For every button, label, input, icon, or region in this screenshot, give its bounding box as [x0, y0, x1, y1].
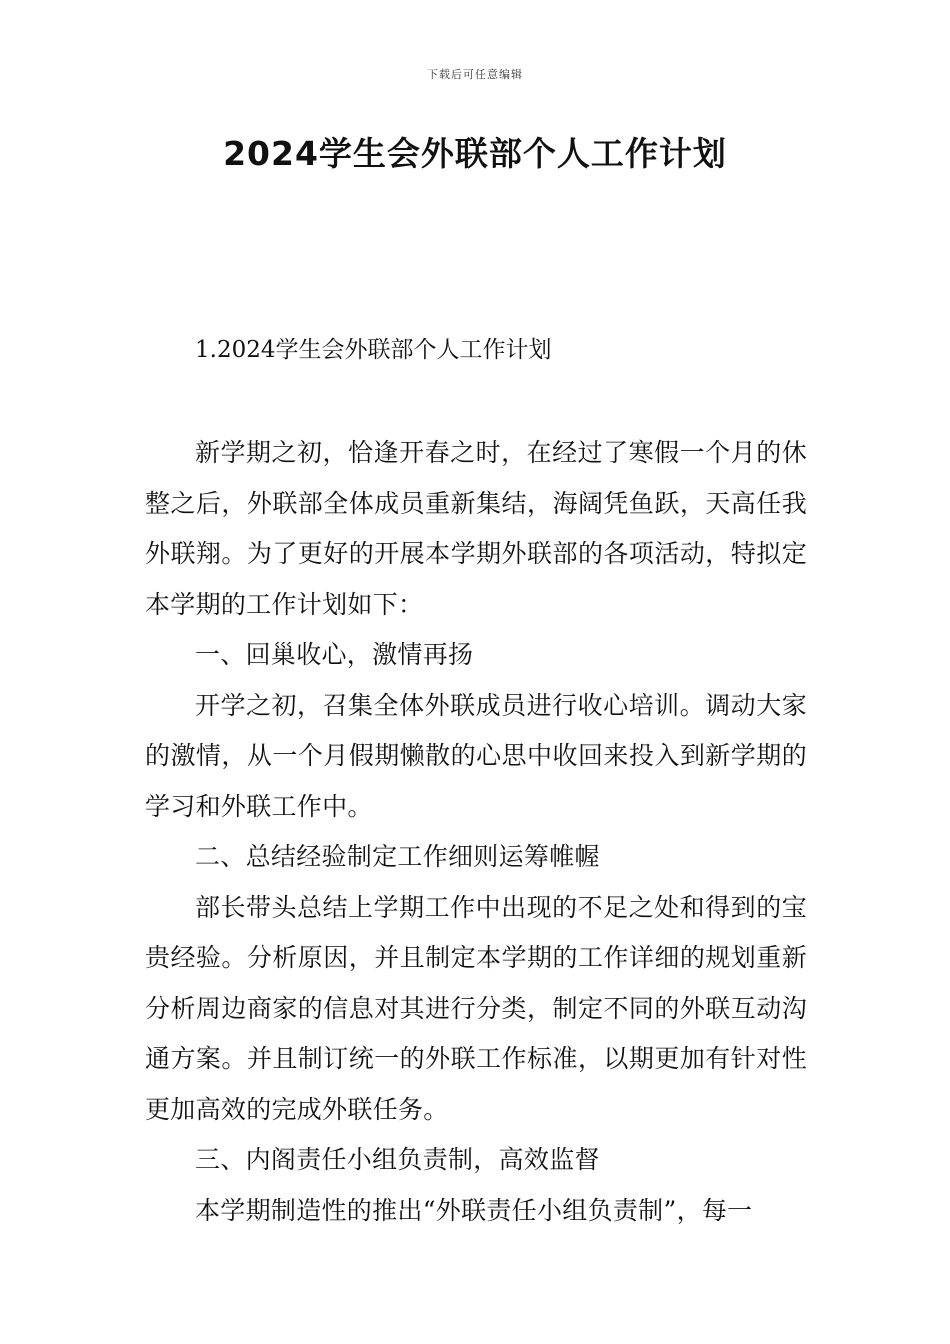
paragraph-intro: 新学期之初，恰逢开春之时，在经过了寒假一个月的休整之后，外联部全体成员重新集结，海阔凭鱼跃，天高任我外联翔。为了更好的开展本学期外联部的各项活动，特拟定本学期的工作计划如下： [145, 438, 807, 619]
paragraph-3: 本学期制造性的推出“外联责任小组负责制”，每一 [195, 1195, 753, 1225]
document-title: 2024学生会外联部个人工作计划 [223, 134, 727, 173]
paragraph-1: 开学之初，召集全体外联成员进行收心培训。调动大家的激情，从一个月假期懒散的心思中收回来投入到新学期的学习和外联工作中。 [145, 690, 807, 821]
section-label: 1.2024学生会外联部个人工作计划 [195, 337, 552, 363]
heading-1: 一、回巢收心，激情再扬 [195, 640, 474, 669]
heading-2: 二、总结经验制定工作细则运筹帷幄 [195, 842, 600, 871]
heading-3: 三、内阁责任小组负责制，高效监督 [195, 1145, 600, 1174]
header-note: 下载后可任意编辑 [427, 68, 523, 81]
document-body [145, 334, 807, 1236]
paragraph-2: 部长带头总结上学期工作中出现的不足之处和得到的宝贵经验。分析原因，并且制定本学期的工作详细的规划重新分析周边商家的信息对其进行分类，制定不同的外联互动沟通方案。并且制订统一的外联工作标准，以期更加有针对性更加高效的完成外联任务。 [145, 892, 807, 1124]
